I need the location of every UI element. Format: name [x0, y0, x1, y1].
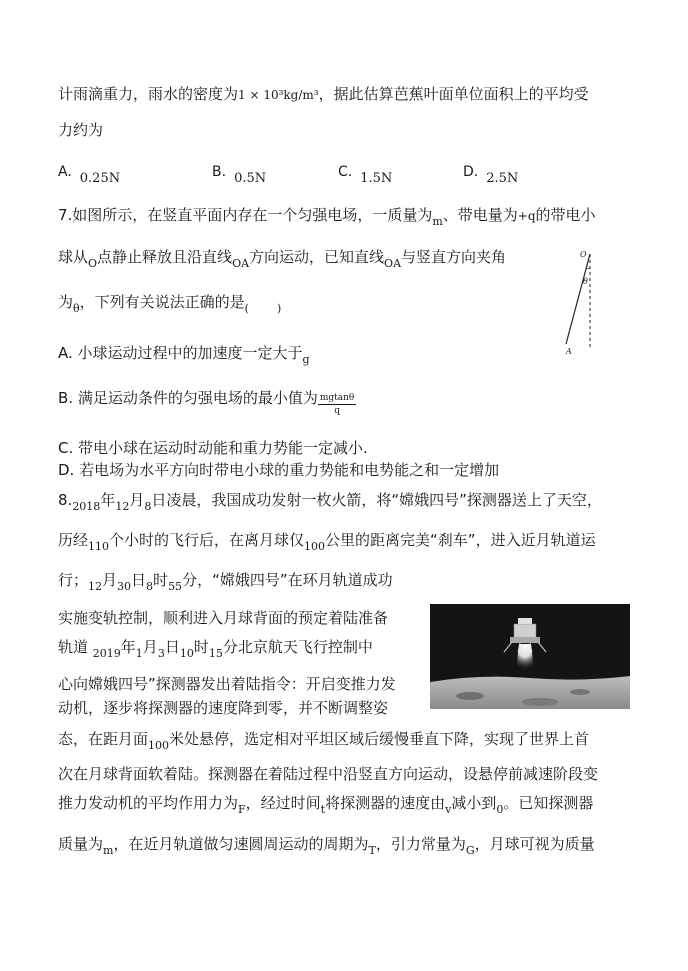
- num: 110: [88, 540, 110, 553]
- answer-paren-close: ): [276, 302, 282, 315]
- q8-text: 次在月球背面软着陆。探测器在着陆过程中沿竖直方向运动，设悬停前减速阶段变: [58, 765, 599, 783]
- q7-diagram: [548, 244, 608, 356]
- answer-paren-open: (: [244, 302, 249, 315]
- q8-text: 动机，逐步将探测器的速度降到零，并不断调整姿: [58, 699, 389, 717]
- fraction: [318, 392, 357, 417]
- engine-plume: [516, 644, 534, 670]
- q8-line-9: [58, 764, 598, 784]
- var-t: t: [320, 803, 326, 816]
- q8-text: 推力发动机的平均作用力为: [58, 794, 239, 812]
- option-letter: A.: [58, 164, 72, 180]
- q8-text: 8.: [58, 491, 73, 509]
- q7-option-b[interactable]: [58, 386, 356, 416]
- q8-text: 心向嫦娥四号”探测器发出着陆指令：开启变推力发: [58, 675, 396, 693]
- num: 100: [304, 540, 326, 553]
- q7-text: 方向运动，已知直线: [249, 248, 385, 266]
- q8-text: 轨道: [58, 638, 93, 656]
- var-oa: OA: [384, 257, 402, 270]
- crater: [456, 692, 484, 700]
- angle-arc: [587, 268, 591, 269]
- q8-text: 公里的距离完美“刹车”，进入近月轨道运: [325, 531, 596, 549]
- q8-line-8: [58, 729, 589, 751]
- q8-text: 质量为: [58, 835, 104, 853]
- q7-text: 7.如图所示，在竖直平面内存在一个匀强电场，一质量为: [58, 206, 433, 224]
- var-g-const: G: [465, 844, 475, 857]
- q8-line-11: [58, 834, 595, 856]
- q6-option-c[interactable]: [338, 164, 393, 186]
- q7-stem-line-2: [58, 247, 506, 269]
- q8-line-7: [58, 698, 388, 718]
- var-theta: θ: [73, 302, 80, 315]
- q7-text: 的带电小: [535, 206, 596, 224]
- point-a-label: A: [566, 347, 572, 356]
- num: 10: [179, 647, 194, 660]
- fraction-numerator: mgtanθ: [319, 393, 355, 403]
- option-text: C. 带电小球在运动时动能和重力势能一定减小.: [58, 439, 368, 457]
- lunar-lander-photo: [430, 604, 630, 709]
- q6-text-line-2: [58, 120, 103, 140]
- q8-text: 月: [129, 491, 145, 509]
- q8-line-4: [58, 608, 388, 628]
- q6-text: ，据此估算芭蕉叶面单位面积上的平均受: [318, 85, 589, 103]
- var-m: m: [103, 844, 114, 857]
- q8-text: 态，在距月面: [58, 730, 149, 748]
- q8-text: 。已知探测器: [503, 794, 594, 812]
- q8-text: ，在近月轨道做匀速圆周运动的周期为: [113, 835, 369, 853]
- num: 12: [115, 500, 130, 513]
- q6-text: 力约为: [58, 121, 104, 139]
- num: 55: [168, 580, 183, 593]
- q6-text-line-1: [58, 84, 589, 105]
- var-q: +q: [517, 209, 536, 223]
- crater: [570, 689, 590, 695]
- q7-text: 点静止释放且沿直线: [97, 248, 233, 266]
- q8-text: 日: [131, 571, 147, 589]
- num: 2018: [72, 500, 101, 513]
- point-o-label: O: [580, 250, 587, 259]
- crater: [522, 698, 558, 706]
- q8-text: ，引力常量为: [375, 835, 466, 853]
- q8-text: 实施变轨控制，顺利进入月球背面的预定着陆准备: [58, 609, 389, 627]
- option-value: 0.25N: [79, 171, 121, 186]
- var-t-period: T: [368, 844, 376, 857]
- q7-option-d[interactable]: [58, 460, 499, 480]
- q8-text: 行；: [58, 571, 89, 589]
- num: 30: [117, 580, 132, 593]
- q7-text: 为: [58, 293, 74, 311]
- q6-option-d[interactable]: [463, 164, 519, 186]
- q7-text: 、带电量为: [442, 206, 518, 224]
- var-f: F: [238, 803, 246, 816]
- q8-text: 日凌晨，我国成功发射一枚火箭，将“嫦娥四号”探测器送上了天空，: [151, 491, 602, 509]
- var-v: v: [445, 803, 452, 816]
- num: 8: [146, 580, 154, 593]
- q8-text: 历经: [58, 531, 89, 549]
- option-value: 2.5N: [486, 171, 519, 186]
- q8-text: 日: [164, 638, 180, 656]
- q7-option-a[interactable]: [58, 343, 310, 365]
- q7-text: 球从: [58, 248, 89, 266]
- var-o: O: [88, 257, 98, 270]
- q8-text: 将探测器的速度由: [325, 794, 446, 812]
- q8-line-3: [58, 570, 393, 592]
- q8-text: 时: [193, 638, 209, 656]
- line-oa: [566, 254, 590, 344]
- q8-text: ，月球可视为质量: [474, 835, 595, 853]
- q8-text: 时: [153, 571, 169, 589]
- q8-line-5: [58, 637, 373, 659]
- var-m: m: [432, 215, 443, 228]
- var-oa: OA: [232, 257, 250, 270]
- num: 3: [157, 647, 165, 660]
- num: 15: [208, 647, 223, 660]
- option-value: 0.5N: [234, 171, 267, 186]
- q8-text: ，经过时间: [245, 794, 321, 812]
- option-text: B. 满足运动条件的匀强电场的最小值为: [58, 389, 318, 407]
- option-letter: B.: [212, 164, 227, 180]
- q8-text: 月: [102, 571, 118, 589]
- option-text: D. 若电场为水平方向时带电小球的重力势能和电势能之和一定增加: [58, 461, 500, 479]
- option-letter: C.: [338, 164, 353, 180]
- q8-line-10: [58, 793, 593, 815]
- q6-option-a[interactable]: [58, 164, 121, 186]
- q7-stem-line-1: [58, 205, 596, 227]
- q7-option-c[interactable]: [58, 438, 368, 458]
- num: 0: [496, 803, 504, 816]
- q8-text: 年: [120, 638, 136, 656]
- option-text: A. 小球运动过程中的加速度一定大于: [58, 344, 303, 362]
- num: 12: [88, 580, 103, 593]
- q8-line-6: [58, 674, 396, 694]
- density-value: 1 × 10³kg/m³: [238, 88, 319, 102]
- num: 1: [135, 647, 143, 660]
- q6-text: 计雨滴重力，雨水的密度为: [58, 85, 239, 103]
- q7-text: 与竖直方向夹角: [401, 248, 507, 266]
- num: 8: [144, 500, 152, 513]
- q8-text: 分北京航天飞行控制中: [222, 638, 373, 656]
- num: 100: [148, 739, 170, 752]
- q8-line-1: [58, 490, 602, 512]
- q8-text: 分，“嫦娥四号”在环月轨道成功: [182, 571, 393, 589]
- num: 2019: [92, 647, 121, 660]
- q8-text: 个小时的飞行后，在离月球仅: [109, 531, 305, 549]
- q7-text: ，下列有关说法正确的是: [79, 293, 245, 311]
- q8-line-2: [58, 530, 596, 552]
- fraction-denominator: q: [334, 406, 340, 416]
- var-g: g: [302, 353, 310, 366]
- option-value: 1.5N: [360, 171, 393, 186]
- q6-option-b[interactable]: [212, 164, 267, 186]
- q7-stem-line-3: [58, 292, 281, 314]
- q8-text: 米处悬停，选定相对平坦区域后缓慢垂直下降，实现了世界上首: [169, 730, 590, 748]
- option-letter: D.: [463, 164, 479, 180]
- q8-text: 年: [100, 491, 116, 509]
- theta-label: θ: [583, 277, 588, 286]
- q8-text: 减小到: [451, 794, 497, 812]
- q8-text: 月: [142, 638, 158, 656]
